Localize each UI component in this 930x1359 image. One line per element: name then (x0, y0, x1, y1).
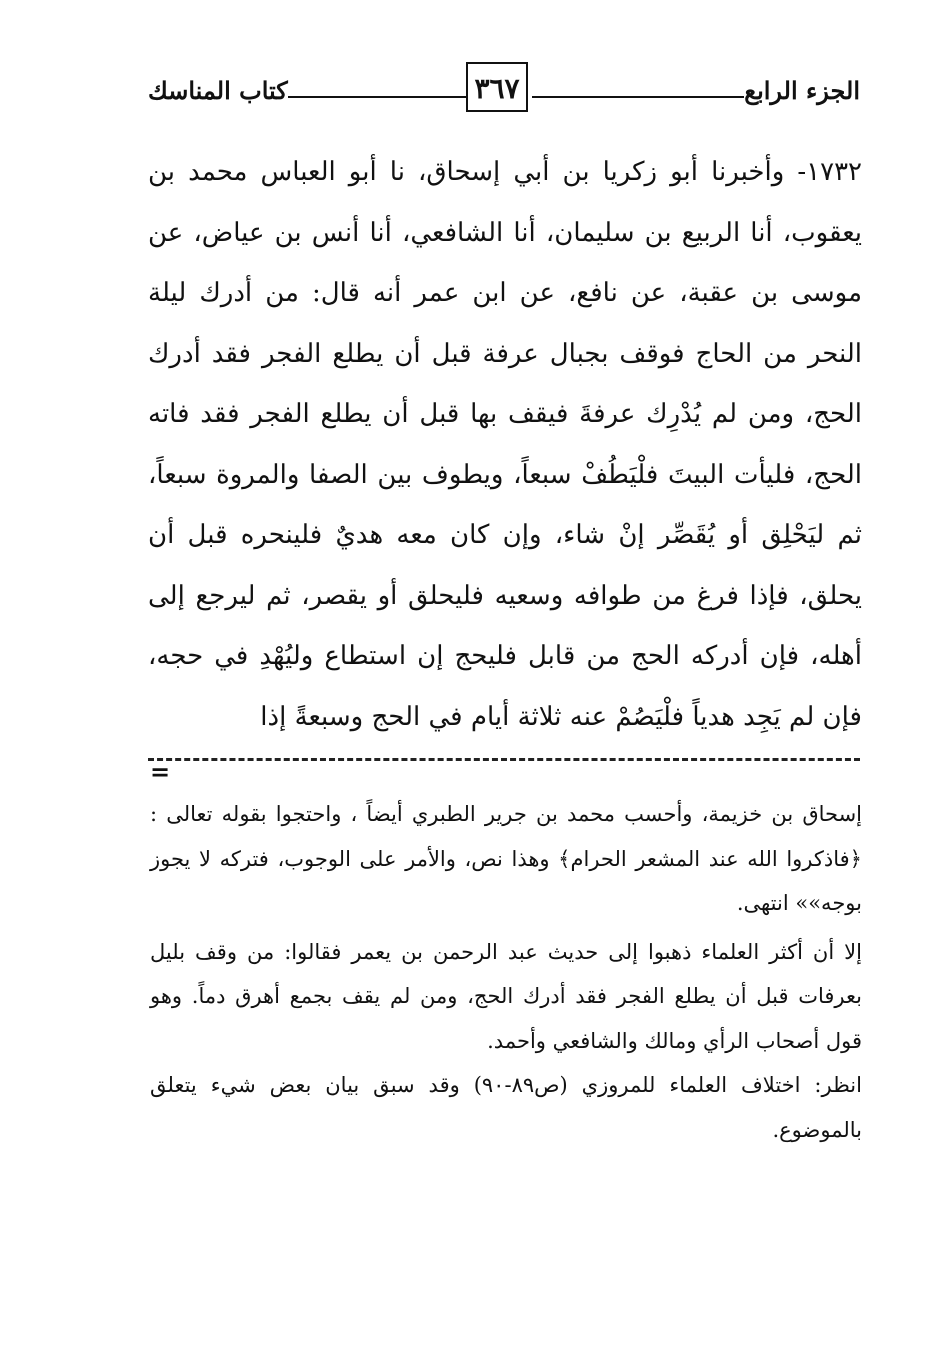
footnote-divider (148, 758, 860, 761)
footnote-paragraph-1: إسحاق بن خزيمة، وأحسب محمد بن جرير الطبري أيضاً ، واحتجوا بقوله تعالى : ﴿فاذكروا الله عند المشعر الحرام﴾ وهذا نص، والأمر على الوجوب، فتركه لا يجوز بوجه»» انتهى. (150, 802, 862, 915)
page-header (148, 62, 860, 122)
header-rule-left (288, 96, 466, 98)
footnotes (150, 792, 862, 1152)
book-title: كتاب المناسك (148, 76, 288, 105)
footnote-paragraph-3: انظر: اختلاف العلماء للمروزي (ص٨٩-٩٠) وقد سبق بيان بعض شيء يتعلق بالموضوع. (150, 1073, 862, 1142)
footnote-paragraph-2: إلا أن أكثر العلماء ذهبوا إلى حديث عبد الرحمن بن يعمر فقالوا: من وقف بليل بعرفات قبل أن يطلع الفجر فقد أدرك الحج، ومن لم يقف بجمع أهرق دماً. وهو قول أصحاب الرأي ومالك والشافعي وأحمد. (150, 939, 862, 1053)
hadith-paragraph: ١٧٣٢- وأخبرنا أبو زكريا بن أبي إسحاق، نا أبو العباس محمد بن يعقوب، أنا الربيع بن سليمان، أنا الشافعي، أنا أنس بن عياض، عن موسى بن عقبة، عن نافع، عن ابن عمر أنه قال: من أدرك ليلة النحر من الحاج فوقف بجبال عرفة قبل أن يطلع الفجر فقد أدرك الحج، ومن لم يُدْرِك عرفةَ فيقف بها قبل أن يطلع الفجر فقد فاته الحج، فليأت البيتَ فلْيَطُفْ سبعاً، ويطوف بين الصفا والمروة سبعاً، ثم ليَحْلِق أو يُقَصِّر إنْ شاء، وإن كان معه هديٌ فلينحره قبل أن يحلق، فإذا فرغ من طوافه وسعيه فليحلق أو يقصر، ثم ليرجع إلى أهله، فإن أدركه الحج من قابل فليحج إن استطاع وليُهْدِ في حجه، فإن لم يَجِد هدياً فلْيَصُمْ عنه ثلاثة أيام في الحج وسبعةً إذا (148, 157, 862, 732)
volume-label: الجزء الرابع (744, 76, 860, 105)
header-rule-right (532, 96, 744, 98)
page-number: ٣٦٧ (466, 62, 528, 112)
main-text (148, 142, 862, 747)
continuation-mark: = (150, 757, 171, 786)
